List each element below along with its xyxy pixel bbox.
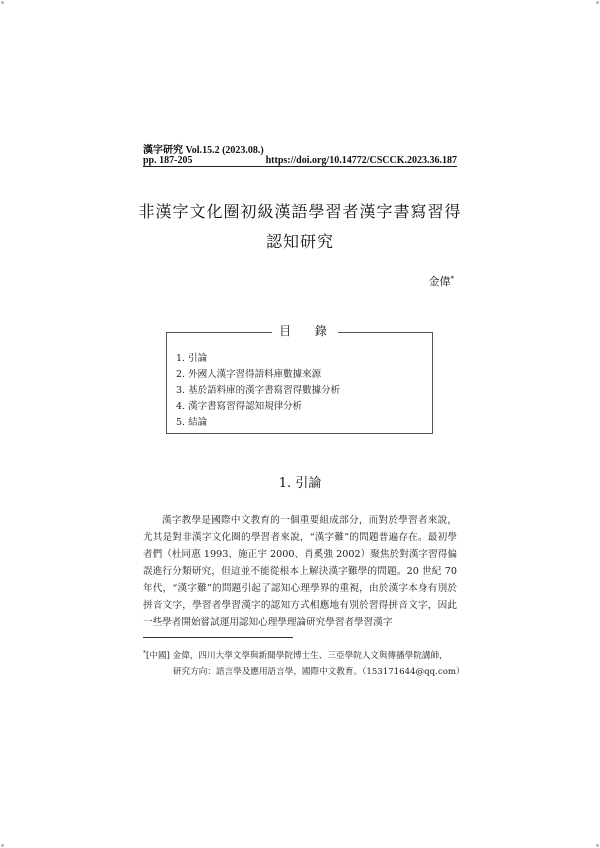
footnote-line-2: 研究方向：語言學及應用語言學，國際中文教育。（153171644@qq.com）	[173, 667, 465, 677]
toc-title: 目 錄	[272, 322, 338, 339]
section-heading: 1. 引論	[278, 476, 322, 491]
footnote-line-1: [中國] 金偉，四川大學文學與新聞學院博士生、三亞學院人文與傳播學院講師，	[146, 651, 448, 661]
page-range: pp. 187-205	[143, 155, 193, 166]
paper-title-line-1: 非漢字文化圈初級漢語學習者漢字書寫習得	[138, 202, 462, 221]
paper-title-line-2: 認知研究	[265, 232, 334, 251]
footnote-rule	[143, 637, 293, 638]
author-footnote	[143, 646, 463, 680]
toc-item[interactable]: 5. 結論	[176, 417, 208, 428]
toc-list	[176, 351, 340, 431]
toc-item[interactable]: 4. 漢字書寫習得認知規律分析	[176, 401, 303, 412]
journal-citation: 漢字研究 Vol.15.2 (2023.08.)	[143, 145, 264, 156]
footnote-mark: *	[143, 650, 146, 657]
header-rule	[143, 166, 457, 167]
toc-item[interactable]: 2. 外國人漢字習得語料庫數據來源	[176, 369, 322, 380]
body-paragraph: 漢字教學是國際中文教育的一個重要組成部分，而對於學習者來說，尤其是對非漢字文化圈的學習者來說，“漢字難”的問題普遍存在。最初學者們（杜同惠 1993、施正宇 2000、肖奚強 2002）聚焦於對漢字習得偏誤進行分類研究，但這並不能從根本上解決漢字難學的問題。20 世紀 70 年代，“漢字難”的問題引起了認知心理學界的重視，由於漢字本身有別於拼音文字，學習者學習漢字的認知方式相應地有別於習得拼音文字，因此一些學者開始嘗試運用認知心理學理論研究學習者學習漢字	[143, 515, 457, 628]
toc-item[interactable]: 3. 基於語料庫的漢字書寫習得數據分析	[176, 385, 341, 396]
scan-corner-mark	[1, 844, 4, 847]
scan-corner-mark	[1, 1, 4, 4]
toc-item[interactable]: 1. 引論	[176, 353, 208, 364]
author-name	[429, 273, 455, 289]
doi-link[interactable]: https://doi.org/10.14772/CSCCK.2023.36.187	[265, 155, 457, 166]
scan-corner-mark	[596, 1, 599, 4]
scan-corner-mark	[596, 844, 599, 847]
author-name-text: 金偉	[428, 275, 451, 288]
author-footnote-mark[interactable]: *	[450, 275, 454, 283]
